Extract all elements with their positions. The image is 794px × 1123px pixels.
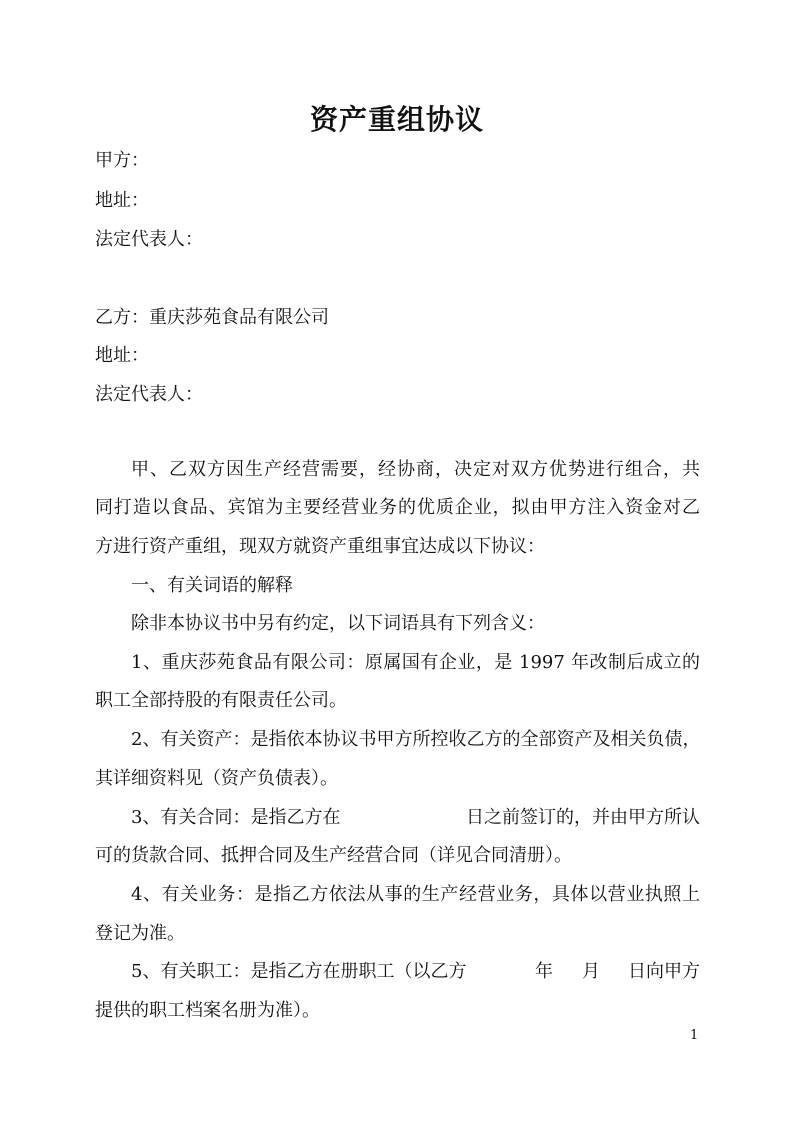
section-intro: 除非本协议书中另有约定，以下词语具有下列含义：: [131, 613, 545, 634]
item-4-line: 登记为准。: [95, 923, 185, 944]
party-b-name: 乙方：重庆莎苑食品有限公司: [95, 307, 329, 328]
page-number: 1: [690, 1028, 699, 1043]
item-4-line: 4、有关业务：是指乙方依法从事的生产经营业务，具体以营业执照上: [131, 884, 700, 905]
item-5-part1: 5、有关职工：是指乙方在册职工（以乙方: [131, 961, 467, 982]
preamble-line: 同打造以食品、宾馆为主要经营业务的优质企业，拟由甲方注入资金对乙: [95, 497, 700, 518]
item-3-part1: 3、有关合同：是指乙方在: [131, 807, 341, 828]
party-b-representative: 法定代表人：: [95, 384, 203, 405]
document-title: 资产重组协议: [309, 103, 484, 136]
party-a-address: 地址：: [95, 190, 149, 211]
preamble-line: 方进行资产重组，现双方就资产重组事宜达成以下协议：: [95, 536, 545, 557]
item-5-line: 提供的职工档案名册为准）。: [95, 1000, 320, 1021]
item-1-line: 1、重庆莎苑食品有限公司：原属国有企业，是 1997 年改制后成立的: [131, 652, 700, 673]
item-1-line: 职工全部持股的有限责任公司。: [95, 690, 347, 711]
item-2-line: 2、有关资产：是指依本协议书甲方所控收乙方的全部资产及相关负债，: [131, 729, 701, 750]
item-2-line: 其详细资料见（资产负债表）。: [95, 768, 338, 789]
item-5-line: [131, 960, 700, 984]
section-heading: 一、有关词语的解释: [131, 575, 293, 596]
item-3-part2: 日之前签订的，并由甲方所认: [466, 807, 700, 828]
item-5-part2: 日向甲方: [628, 961, 700, 982]
party-a-representative: 法定代表人：: [95, 229, 203, 250]
item-5-month: 月: [582, 961, 600, 982]
item-5-year: 年: [535, 961, 553, 982]
item-3-line: 可的货款合同、抵押合同及生产经营合同（详见合同清册）。: [95, 845, 572, 866]
party-b-address: 地址：: [95, 345, 149, 366]
party-a-name: 甲方：: [95, 150, 149, 171]
item-3-line: [131, 806, 700, 830]
preamble-line: 甲、乙双方因生产经营需要，经协商，决定对双方优势进行组合，共: [131, 459, 700, 480]
